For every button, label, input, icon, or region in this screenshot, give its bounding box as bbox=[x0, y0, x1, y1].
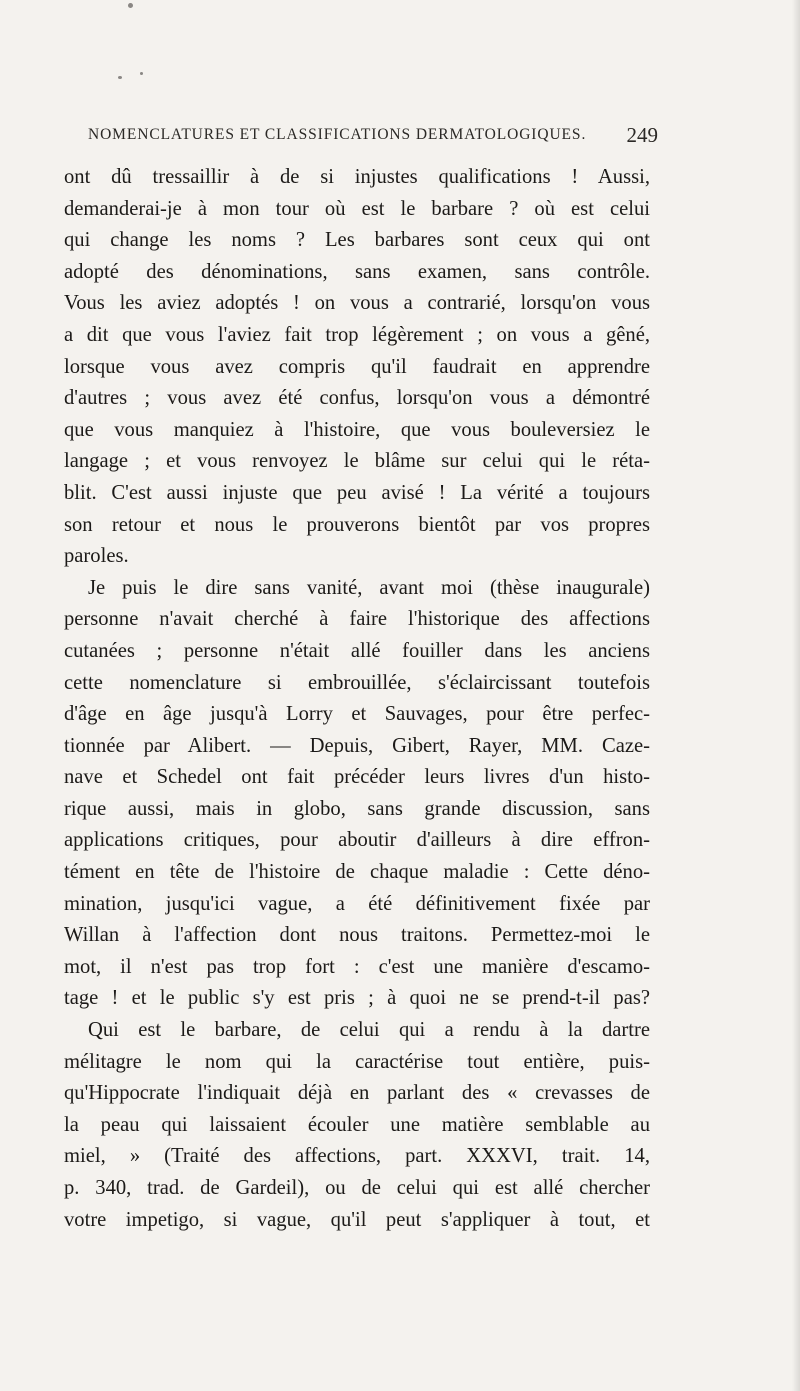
text-line: qui change les noms ? Les barbares sont ceux qui ont bbox=[64, 229, 650, 252]
text-line: ont dû tressaillir à de si injustes qualifications ! Aussi, bbox=[64, 166, 650, 188]
text-line: demanderai-je à mon tour où est le barbare ? où est celui bbox=[64, 197, 650, 220]
text-line: Vous les aviez adoptés ! on vous a contrarié, lorsqu'on vous bbox=[64, 292, 650, 315]
text-line: blit. C'est aussi injuste que peu avisé ! La vérité a toujours bbox=[64, 481, 650, 504]
text-line: d'âge en âge jusqu'à Lorry et Sauvages, pour être perfec- bbox=[64, 703, 650, 726]
page-header bbox=[88, 123, 658, 154]
text-line: rique aussi, mais in globo, sans grande discussion, sans bbox=[64, 797, 650, 820]
text-line: nave et Schedel ont fait précéder leurs livres d'un histo- bbox=[64, 766, 650, 789]
text-line: applications critiques, pour aboutir d'ailleurs à dire effron- bbox=[64, 829, 650, 852]
text-line: Qui est le barbare, de celui qui a rendu à la dartre bbox=[88, 1019, 650, 1042]
text-line: a dit que vous l'aviez fait trop légèrement ; on vous a gêné, bbox=[64, 323, 650, 346]
text-line: paroles. bbox=[64, 545, 129, 568]
text-line: miel, » (Traité des affections, part. XXXVI, trait. 14, bbox=[64, 1145, 650, 1168]
page-number: 249 bbox=[626, 123, 658, 147]
text-line: qu'Hippocrate l'indiquait déjà en parlant des « crevasses de bbox=[64, 1082, 650, 1105]
text-line: tage ! et le public s'y est pris ; à quoi ne se prend-t-il pas? bbox=[64, 987, 650, 1010]
text-line: cette nomenclature si embrouillée, s'éclaircissant toutefois bbox=[64, 671, 650, 694]
text-line: d'autres ; vous avez été confus, lorsqu'on vous a démontré bbox=[64, 387, 650, 410]
text-line: mot, il n'est pas trop fort : c'est une manière d'escamo- bbox=[64, 955, 650, 978]
running-head: NOMENCLATURES ET CLASSIFICATIONS DERMATOLOGIQUES. bbox=[88, 126, 587, 143]
text-line: son retour et nous le prouverons bientôt par vos propres bbox=[64, 513, 650, 536]
text-line: la peau qui laissaient écouler une matière semblable au bbox=[64, 1113, 650, 1136]
text-line: p. 340, trad. de Gardeil), ou de celui qui est allé chercher bbox=[64, 1177, 650, 1199]
text-line: Willan à l'affection dont nous traitons. Permettez-moi le bbox=[64, 924, 650, 947]
text-line: personne n'avait cherché à faire l'historique des affections bbox=[64, 608, 650, 631]
text-line: mélitagre le nom qui la caractérise tout entière, puis- bbox=[64, 1050, 650, 1073]
page-edge-shadow bbox=[792, 0, 800, 1391]
print-speck bbox=[140, 72, 143, 75]
text-line: langage ; et vous renvoyez le blâme sur celui qui le réta- bbox=[64, 450, 650, 473]
text-line: tionnée par Alibert. — Depuis, Gibert, Rayer, MM. Caze- bbox=[64, 734, 650, 757]
text-line: tément en tête de l'histoire de chaque maladie : Cette déno- bbox=[64, 861, 650, 884]
text-line: Je puis le dire sans vanité, avant moi (thèse inaugurale) bbox=[88, 576, 650, 599]
text-line: lorsque vous avez compris qu'il faudrait en apprendre bbox=[64, 355, 650, 378]
text-line: cutanées ; personne n'était allé fouiller dans les anciens bbox=[64, 639, 650, 662]
body-text bbox=[64, 162, 650, 1236]
text-line: adopté des dénominations, sans examen, sans contrôle. bbox=[64, 260, 650, 283]
text-line: que vous manquiez à l'histoire, que vous bouleversiez le bbox=[64, 418, 650, 441]
print-speck bbox=[128, 3, 133, 8]
print-speck bbox=[118, 76, 122, 79]
text-line: mination, jusqu'ici vague, a été définitivement fixée par bbox=[64, 892, 650, 915]
text-line: votre impetigo, si vague, qu'il peut s'appliquer à tout, et bbox=[64, 1208, 650, 1231]
